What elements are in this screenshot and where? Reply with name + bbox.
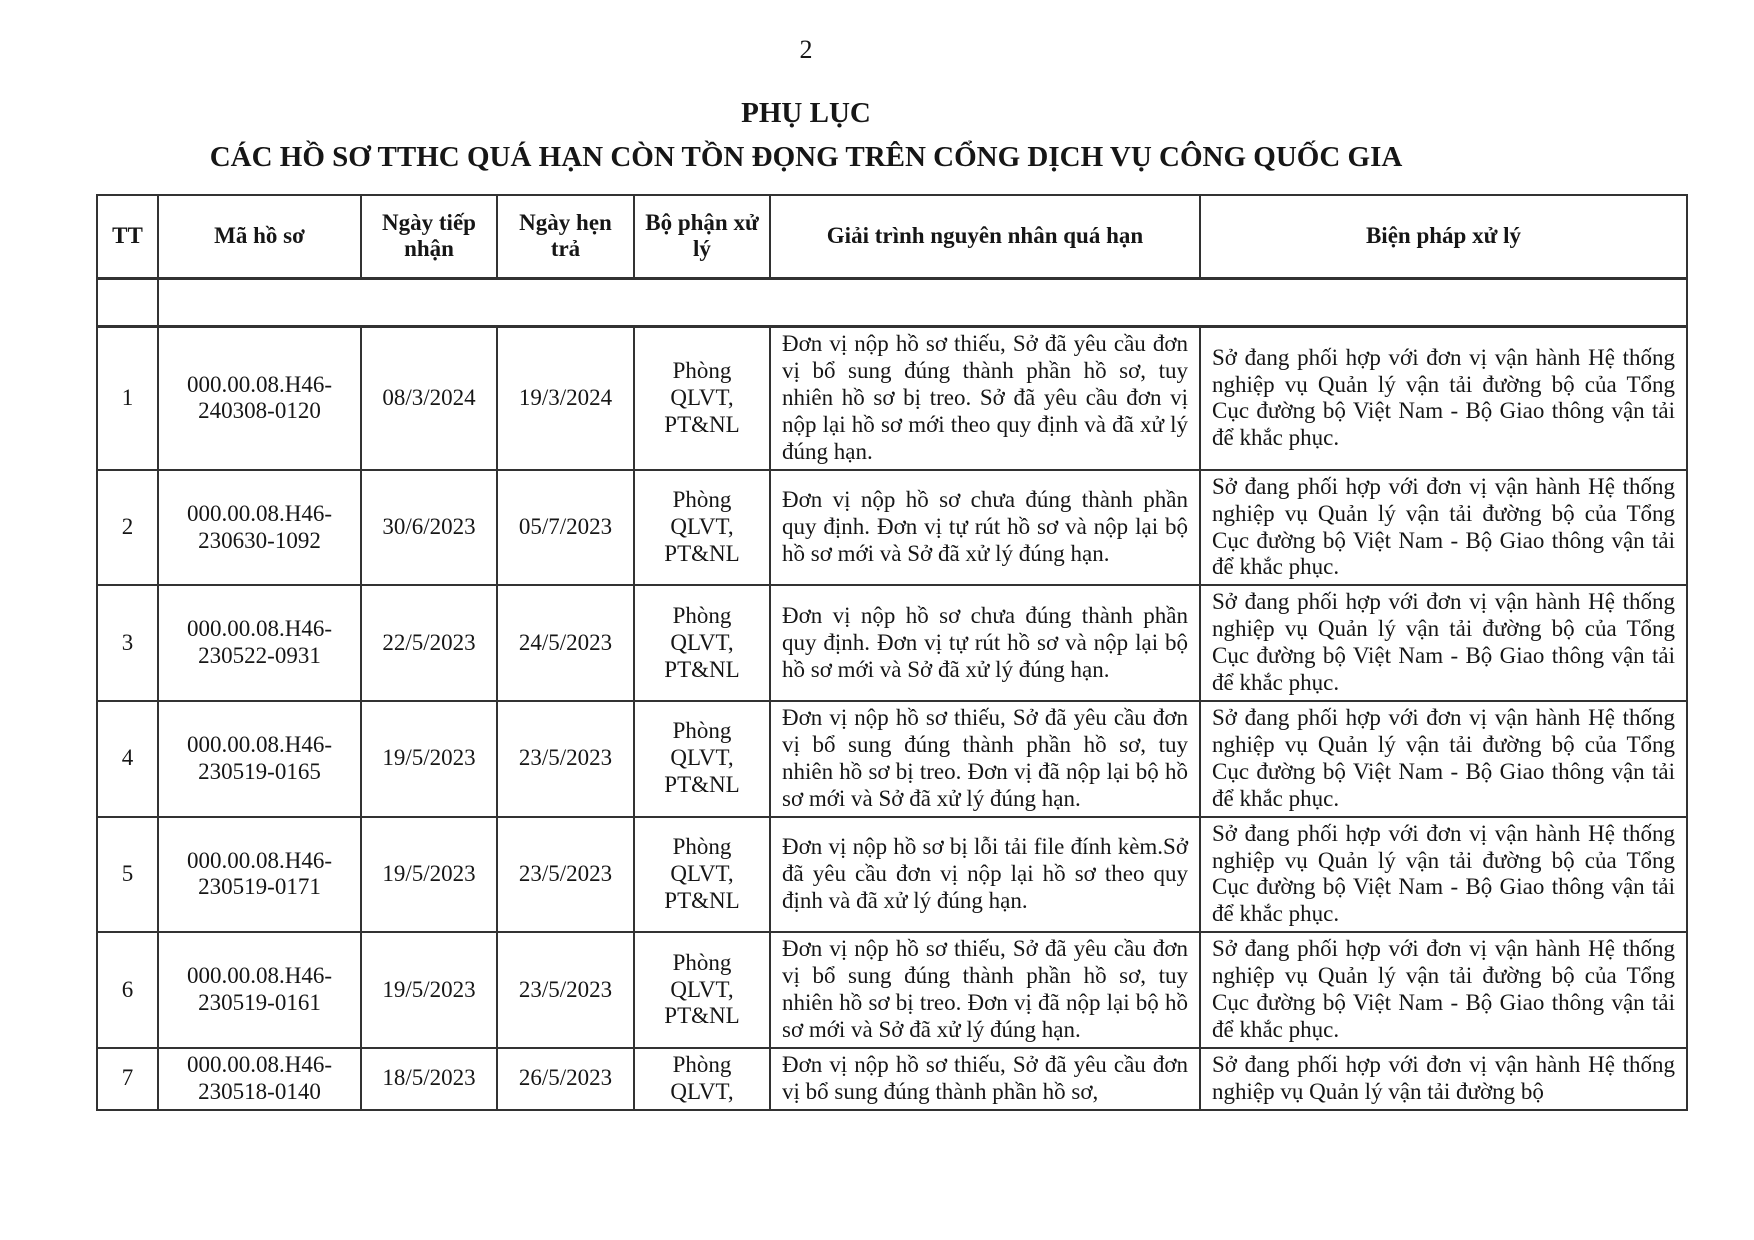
cell-dept: Phòng QLVT, PT&NL (634, 327, 770, 470)
cell-received: 18/5/2023 (361, 1048, 497, 1110)
cell-received: 19/5/2023 (361, 932, 497, 1048)
cell-code: 000.00.08.H46-230518-0140 (158, 1048, 361, 1110)
cell-action: Sở đang phối hợp với đơn vị vận hành Hệ thống nghiệp vụ Quản lý vận tải đường bộ của Tổng Cục đường bộ Việt Nam - Bộ Giao thông vận tải để khắc phục. (1200, 817, 1687, 933)
cell-received: 08/3/2024 (361, 327, 497, 470)
cell-reason: Đơn vị nộp hồ sơ thiếu, Sở đã yêu cầu đơn vị bổ sung đúng thành phần hồ sơ, (770, 1048, 1200, 1110)
cell-code: 000.00.08.H46-230519-0165 (158, 701, 361, 817)
col-header-received: Ngày tiếp nhận (361, 195, 497, 279)
col-header-code: Mã hồ sơ (158, 195, 361, 279)
table-row (97, 932, 1687, 1048)
appendix-title: PHỤ LỤC (741, 97, 871, 130)
cell-action: Sở đang phối hợp với đơn vị vận hành Hệ thống nghiệp vụ Quản lý vận tải đường bộ (1200, 1048, 1687, 1110)
cell-reason: Đơn vị nộp hồ sơ chưa đúng thành phần quy định. Đơn vị tự rút hồ sơ và nộp lại bộ hồ sơ mới và Sở đã xử lý đúng hạn. (770, 585, 1200, 701)
cell-action: Sở đang phối hợp với đơn vị vận hành Hệ thống nghiệp vụ Quản lý vận tải đường bộ của Tổng Cục đường bộ Việt Nam - Bộ Giao thông vận tải để khắc phục. (1200, 470, 1687, 586)
cell-due: 24/5/2023 (497, 585, 634, 701)
cell-tt: 7 (97, 1048, 158, 1110)
cell-code: 000.00.08.H46-230630-1092 (158, 470, 361, 586)
cell-dept: Phòng QLVT, PT&NL (634, 817, 770, 933)
cell-action: Sở đang phối hợp với đơn vị vận hành Hệ thống nghiệp vụ Quản lý vận tải đường bộ của Tổng Cục đường bộ Việt Nam - Bộ Giao thông vận tải để khắc phục. (1200, 585, 1687, 701)
cell-due: 23/5/2023 (497, 932, 634, 1048)
cell-dept: Phòng QLVT, (634, 1048, 770, 1110)
col-header-dept: Bộ phận xử lý (634, 195, 770, 279)
page-number: 2 (799, 35, 813, 64)
cell-tt: 6 (97, 932, 158, 1048)
cell-received: 30/6/2023 (361, 470, 497, 586)
col-header-reason: Giải trình nguyên nhân quá hạn (770, 195, 1200, 279)
empty-cell-tt (97, 279, 158, 327)
cell-code: 000.00.08.H46-230519-0161 (158, 932, 361, 1048)
cell-received: 19/5/2023 (361, 817, 497, 933)
col-header-tt: TT (97, 195, 158, 279)
cell-due: 19/3/2024 (497, 327, 634, 470)
cell-tt: 2 (97, 470, 158, 586)
cell-reason: Đơn vị nộp hồ sơ thiếu, Sở đã yêu cầu đơn vị bổ sung đúng thành phần hồ sơ, tuy nhiên hồ sơ bị treo. Sở đã yêu cầu đơn vị nộp lại hồ sơ mới theo quy định và đã xử lý đúng hạn. (770, 327, 1200, 470)
cell-received: 19/5/2023 (361, 701, 497, 817)
cell-action: Sở đang phối hợp với đơn vị vận hành Hệ thống nghiệp vụ Quản lý vận tải đường bộ của Tổng Cục đường bộ Việt Nam - Bộ Giao thông vận tải để khắc phục. (1200, 327, 1687, 470)
cell-dept: Phòng QLVT, PT&NL (634, 932, 770, 1048)
table-row (97, 470, 1687, 586)
table-header-row (97, 195, 1687, 279)
table-row (97, 585, 1687, 701)
cell-due: 23/5/2023 (497, 817, 634, 933)
table-row (97, 1048, 1687, 1110)
table-row (97, 327, 1687, 470)
cell-due: 26/5/2023 (497, 1048, 634, 1110)
cell-code: 000.00.08.H46-240308-0120 (158, 327, 361, 470)
cell-due: 05/7/2023 (497, 470, 634, 586)
cell-tt: 5 (97, 817, 158, 933)
col-header-due: Ngày hẹn trả (497, 195, 634, 279)
cell-dept: Phòng QLVT, PT&NL (634, 585, 770, 701)
col-header-action: Biện pháp xử lý (1200, 195, 1687, 279)
heading-block (96, 34, 1516, 176)
cell-dept: Phòng QLVT, PT&NL (634, 701, 770, 817)
cell-code: 000.00.08.H46-230522-0931 (158, 585, 361, 701)
cell-due: 23/5/2023 (497, 701, 634, 817)
appendix-subtitle: CÁC HỒ SƠ TTHC QUÁ HẠN CÒN TỒN ĐỌNG TRÊN CỔNG DỊCH VỤ CÔNG QUỐC GIA (209, 141, 1403, 174)
empty-spacer-row (97, 279, 1687, 327)
cell-tt: 4 (97, 701, 158, 817)
cell-code: 000.00.08.H46-230519-0171 (158, 817, 361, 933)
cell-tt: 1 (97, 327, 158, 470)
cell-action: Sở đang phối hợp với đơn vị vận hành Hệ thống nghiệp vụ Quản lý vận tải đường bộ của Tổng Cục đường bộ Việt Nam - Bộ Giao thông vận tải để khắc phục. (1200, 701, 1687, 817)
table-row (97, 817, 1687, 933)
table-row (97, 701, 1687, 817)
empty-cell-merged (158, 279, 1687, 327)
cell-reason: Đơn vị nộp hồ sơ thiếu, Sở đã yêu cầu đơn vị bổ sung đúng thành phần hồ sơ, tuy nhiên hồ sơ bị treo. Đơn vị đã nộp lại bộ hồ sơ mới và Sở đã xử lý đúng hạn. (770, 932, 1200, 1048)
records-table (96, 194, 1688, 1111)
cell-dept: Phòng QLVT, PT&NL (634, 470, 770, 586)
cell-received: 22/5/2023 (361, 585, 497, 701)
cell-reason: Đơn vị nộp hồ sơ chưa đúng thành phần quy định. Đơn vị tự rút hồ sơ và nộp lại bộ hồ sơ mới và Sở đã xử lý đúng hạn. (770, 470, 1200, 586)
cell-action: Sở đang phối hợp với đơn vị vận hành Hệ thống nghiệp vụ Quản lý vận tải đường bộ của Tổng Cục đường bộ Việt Nam - Bộ Giao thông vận tải để khắc phục. (1200, 932, 1687, 1048)
cell-reason: Đơn vị nộp hồ sơ bị lỗi tải file đính kèm.Sở đã yêu cầu đơn vị nộp lại hồ sơ theo quy định và đã xử lý đúng hạn. (770, 817, 1200, 933)
cell-tt: 3 (97, 585, 158, 701)
cell-reason: Đơn vị nộp hồ sơ thiếu, Sở đã yêu cầu đơn vị bổ sung đúng thành phần hồ sơ, tuy nhiên hồ sơ bị treo. Đơn vị đã nộp lại bộ hồ sơ mới và Sở đã xử lý đúng hạn. (770, 701, 1200, 817)
